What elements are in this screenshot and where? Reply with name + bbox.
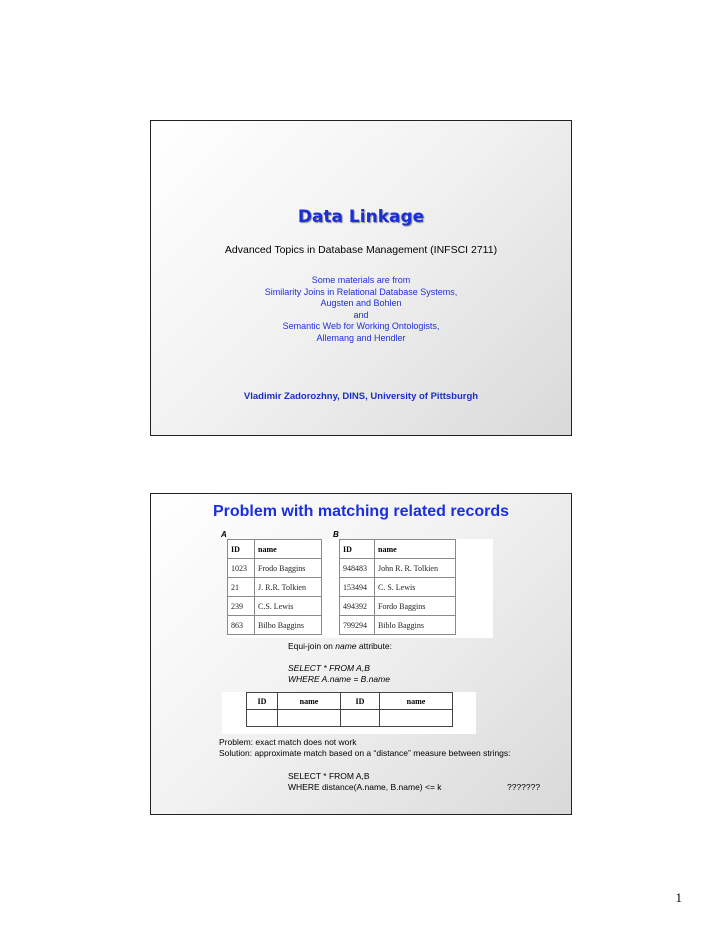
column-header-name: name <box>255 540 322 559</box>
table-row <box>228 578 322 597</box>
equijoin-prefix: Equi-join on <box>288 641 336 651</box>
column-header-id: ID <box>340 540 375 559</box>
column-header-id: ID <box>341 693 380 710</box>
table-row <box>340 578 456 597</box>
column-header-name: name <box>278 693 341 710</box>
question-marks: ??????? <box>507 782 541 792</box>
id-cell: 799294 <box>340 616 375 635</box>
id-cell: 21 <box>228 578 255 597</box>
name-cell: C. S. Lewis <box>375 578 456 597</box>
result-table <box>246 692 453 727</box>
query-line: SELECT * FROM A,B <box>288 771 370 781</box>
page-number: 1 <box>675 890 682 905</box>
table-b <box>339 539 456 635</box>
table-a-label: A <box>221 530 227 539</box>
id-cell: 1023 <box>228 559 255 578</box>
credit-line: Semantic Web for Working Ontologists, <box>282 321 440 331</box>
column-header-name: name <box>375 540 456 559</box>
table-row <box>228 616 322 635</box>
slide-title: Data Linkage <box>297 207 425 227</box>
author-line: Vladimir Zadorozhny, DINS, University of Pittsburgh <box>243 391 479 402</box>
credit-line: Augsten and Bohlen <box>320 298 402 308</box>
table-row <box>340 616 456 635</box>
slide-title: Problem with matching related records <box>212 503 510 520</box>
id-cell: 948483 <box>340 559 375 578</box>
equijoin-attr: name <box>335 641 357 651</box>
id-cell: 153494 <box>340 578 375 597</box>
table-b-label: B <box>333 530 339 539</box>
column-header-id: ID <box>228 540 255 559</box>
equijoin-line <box>288 641 392 652</box>
name-cell: C.S. Lewis <box>255 597 322 616</box>
credits-block <box>151 275 571 344</box>
equijoin-suffix: attribute: <box>356 641 392 651</box>
credit-line: Some materials are from <box>311 275 411 285</box>
credit-line: Allemang and Hendler <box>316 332 406 343</box>
problem-text: Problem: exact match does not work <box>219 737 357 747</box>
empty-result-row <box>247 710 453 727</box>
table-row <box>228 559 322 578</box>
name-cell: Biblo Baggins <box>375 616 456 635</box>
course-subtitle: Advanced Topics in Database Management (INFSCI 2711) <box>224 244 498 256</box>
solution-text: Solution: approximate match based on a “distance” measure between strings: <box>219 748 511 758</box>
id-cell: 863 <box>228 616 255 635</box>
credit-line: Similarity Joins in Relational Database Systems, <box>264 286 458 297</box>
table-row <box>340 559 456 578</box>
name-cell: John R. R. Tolkien <box>375 559 456 578</box>
query-line: SELECT * FROM A,B <box>288 663 370 673</box>
empty-cell <box>247 710 278 727</box>
query-line: WHERE distance(A.name, B.name) <= k <box>288 782 442 792</box>
title-slide <box>150 120 572 436</box>
id-cell: 494392 <box>340 597 375 616</box>
empty-cell <box>341 710 380 727</box>
credit-line: and <box>353 309 369 320</box>
name-cell: Frodo Baggins <box>255 559 322 578</box>
table-header-row <box>247 693 453 710</box>
empty-cell <box>278 710 341 727</box>
table-header-row <box>340 540 456 559</box>
name-cell: Bilbo Baggins <box>255 616 322 635</box>
column-header-id: ID <box>247 693 278 710</box>
name-cell: J. R.R. Tolkien <box>255 578 322 597</box>
id-cell: 239 <box>228 597 255 616</box>
column-header-name: name <box>380 693 453 710</box>
empty-cell <box>380 710 453 727</box>
table-row <box>228 597 322 616</box>
table-a <box>227 539 322 635</box>
table-row <box>340 597 456 616</box>
name-cell: Fordo Baggins <box>375 597 456 616</box>
matching-records-slide <box>150 493 572 815</box>
table-header-row <box>228 540 322 559</box>
query-line: WHERE A.name = B.name <box>288 674 390 684</box>
